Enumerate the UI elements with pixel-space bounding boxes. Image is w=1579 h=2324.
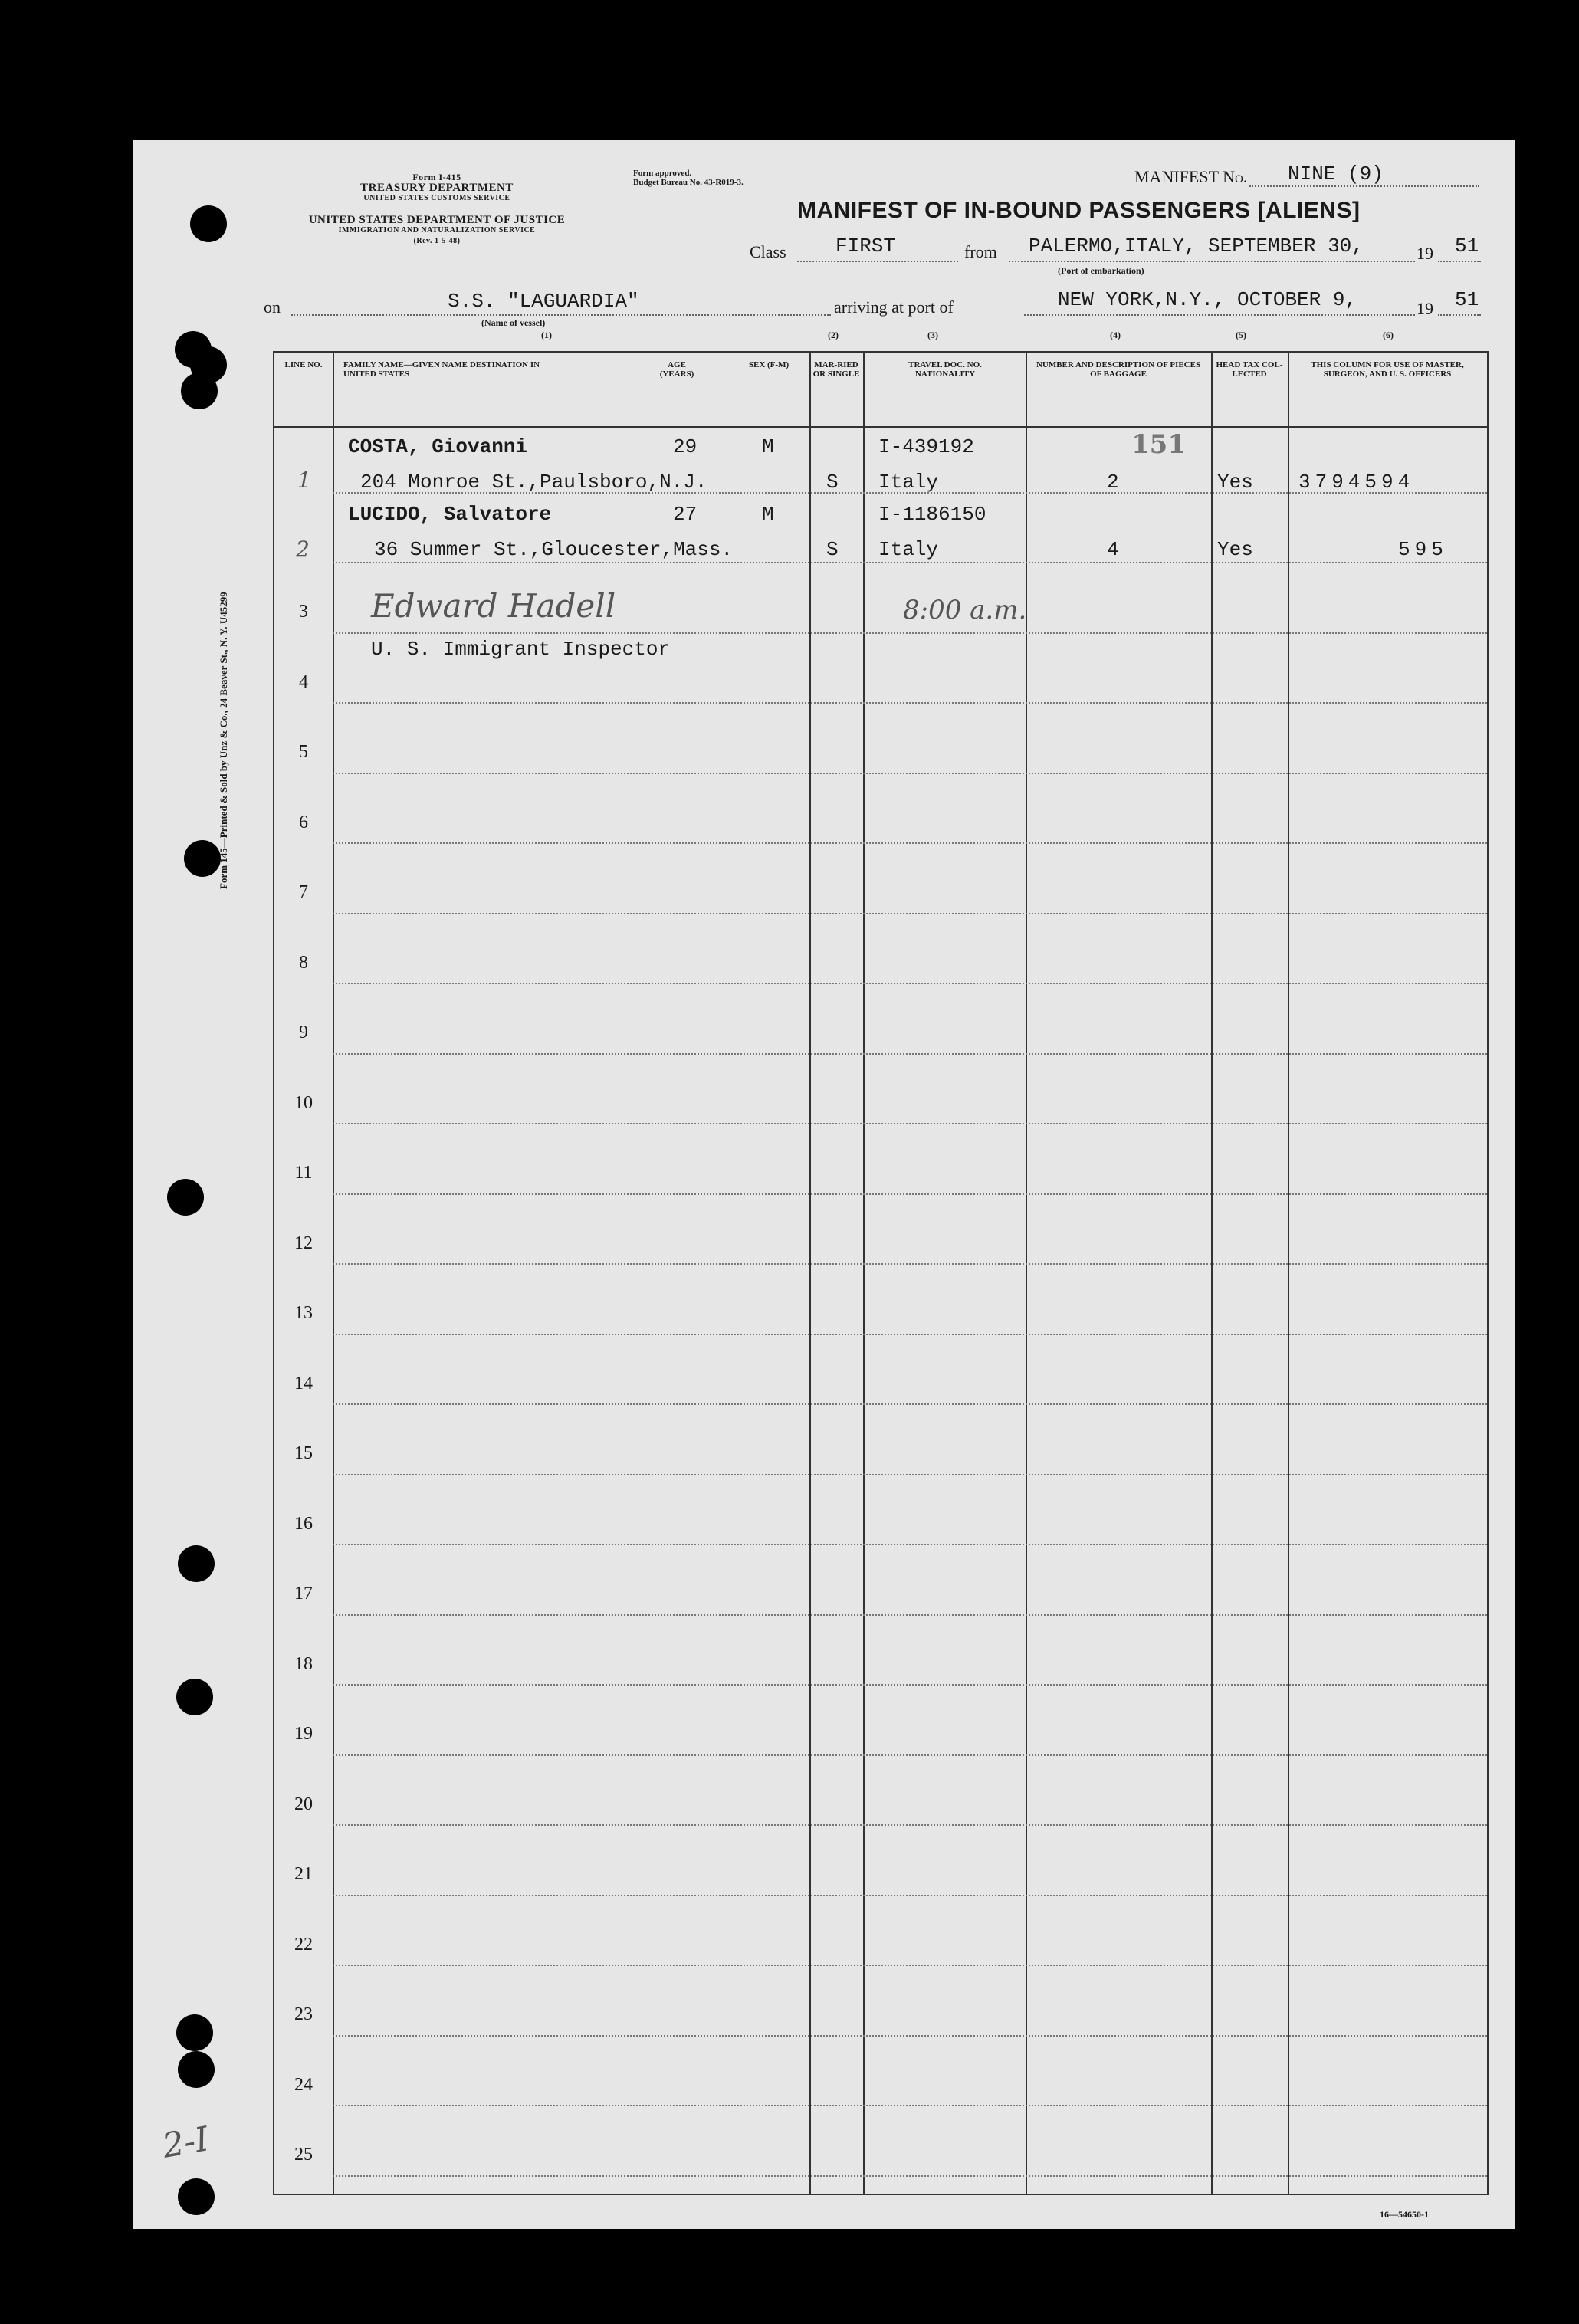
column-divider	[1211, 353, 1213, 2194]
col-number: (2)	[828, 330, 839, 340]
inspector-title: U. S. Immigrant Inspector	[371, 638, 671, 661]
line-number: 7	[299, 882, 308, 902]
line-number: 10	[294, 1092, 313, 1113]
head-tax: Yes	[1217, 538, 1253, 561]
year-prefix: 19	[1417, 299, 1433, 318]
manifest-label: MANIFEST No.	[1134, 167, 1248, 186]
line-number: 20	[294, 1794, 313, 1814]
passenger-age: 29	[673, 435, 698, 458]
marital-status: S	[826, 538, 839, 561]
nationality: Italy	[878, 538, 939, 561]
line-number: 14	[294, 1373, 313, 1393]
row-rule	[333, 1193, 1487, 1195]
row-rule	[333, 2035, 1487, 2037]
baggage-count: 2	[1107, 471, 1119, 494]
line-number: 17	[294, 1584, 313, 1603]
class-label: Class	[750, 242, 786, 261]
col-header-officers: THIS COLUMN FOR USE OF MASTER, SURGEON, AND U. S. OFFICERS	[1311, 360, 1464, 379]
vessel-line	[291, 314, 831, 316]
line-number: 4	[299, 671, 308, 692]
arrival-line	[1024, 314, 1415, 316]
line-number: 8	[299, 952, 308, 973]
line-number: 24	[294, 2074, 313, 2095]
col-number: (4)	[1110, 330, 1121, 340]
year-line	[1438, 314, 1481, 316]
line-mark: 1	[297, 468, 311, 493]
line-number: 19	[294, 1724, 313, 1744]
col-header-age: AGE (YEARS)	[659, 360, 694, 379]
from-label: from	[964, 242, 997, 261]
row-rule	[333, 1474, 1487, 1475]
stamp-number: 151	[1131, 429, 1186, 460]
line-number: 3	[299, 602, 308, 622]
baggage-count: 4	[1107, 538, 1119, 561]
row-rule	[333, 983, 1487, 984]
line-number: 12	[294, 1233, 313, 1253]
head-tax: Yes	[1217, 471, 1253, 494]
passenger-sex: M	[762, 435, 774, 458]
printer-imprint: Form 145—Printed & Sold by Unz & Co., 24 Beaver St., N. Y. U45299	[218, 592, 229, 889]
row-rule	[333, 913, 1487, 914]
line-number: 21	[294, 1864, 313, 1884]
year-value: 51	[1455, 235, 1479, 258]
binder-hole-icon	[190, 205, 227, 242]
class-value: FIRST	[835, 235, 896, 258]
passenger-name: COSTA, Giovanni	[348, 435, 528, 458]
officer-number: 595	[1398, 538, 1448, 561]
year-prefix: 19	[1417, 244, 1433, 263]
passenger-address: 204 Monroe St.,Paulsboro,N.J.	[360, 471, 707, 494]
line-mark: 2	[296, 537, 310, 562]
line-number: 25	[294, 2145, 313, 2165]
row-rule	[333, 1614, 1487, 1616]
binder-hole-icon	[184, 840, 221, 877]
footer-code: 16—54650-1	[1380, 2209, 1429, 2220]
row-rule	[333, 1754, 1487, 1756]
passenger-name: LUCIDO, Salvatore	[348, 503, 552, 526]
officer-number: 3794594	[1298, 471, 1415, 494]
line-number: 13	[294, 1303, 313, 1323]
binder-hole-icon	[167, 1179, 204, 1216]
marital-status: S	[826, 471, 839, 494]
manifest-line	[1249, 185, 1479, 187]
col-number: (6)	[1383, 330, 1394, 340]
col-header-baggage: NUMBER AND DESCRIPTION OF PIECES OF BAGGAGE	[1036, 360, 1201, 379]
vessel-name: S.S. "LAGUARDIA"	[448, 290, 639, 313]
column-divider	[809, 353, 811, 2194]
row-rule	[333, 562, 1487, 563]
binder-hole-icon	[178, 2178, 215, 2215]
row-rule	[333, 2175, 1487, 2177]
row-rule	[333, 1334, 1487, 1335]
embarkation-value: PALERMO,ITALY, SEPTEMBER 30,	[1029, 235, 1364, 258]
row-rule	[333, 1403, 1487, 1405]
line-number: 5	[299, 742, 308, 762]
binder-hole-icon	[178, 2051, 215, 2088]
line-number: 6	[299, 812, 308, 832]
row-rule	[333, 632, 1487, 634]
col-header-line: LINE NO.	[284, 360, 323, 369]
approval-note: Form approved. Budget Bureau No. 43-R019-3.	[633, 169, 744, 187]
passenger-address: 36 Summer St.,Gloucester,Mass.	[374, 538, 734, 561]
inspection-time: 8:00 a.m.	[903, 595, 1027, 625]
passenger-table	[273, 351, 1489, 2195]
form-number: Form I-415 TREASURY DEPARTMENT UNITED STATES CUSTOMS SERVICE	[360, 172, 514, 202]
arrival-value: NEW YORK,N.Y., OCTOBER 9,	[1058, 288, 1357, 311]
vessel-caption: (Name of vessel)	[481, 317, 546, 328]
line-number: 15	[294, 1443, 313, 1463]
col-header-travel-doc: TRAVEL DOC. NO. NATIONALITY	[908, 360, 982, 379]
nationality: Italy	[878, 471, 939, 494]
column-divider	[1288, 353, 1289, 2194]
line-number: 22	[294, 1934, 313, 1955]
row-rule	[333, 1053, 1487, 1055]
travel-doc-number: I-439192	[878, 435, 974, 458]
year-line	[1438, 261, 1481, 262]
inspector-signature: Edward Hadell	[371, 587, 616, 625]
binder-hole-icon	[181, 373, 218, 409]
line-number: 18	[294, 1653, 313, 1674]
page-title: MANIFEST OF IN-BOUND PASSENGERS [ALIENS]	[797, 198, 1361, 223]
row-rule	[333, 1895, 1487, 1896]
binder-hole-icon	[176, 1679, 213, 1715]
col-header-married: MAR-RIED OR SINGLE	[812, 360, 860, 379]
row-rule	[333, 2105, 1487, 2106]
col-header-name: FAMILY NAME—GIVEN NAME DESTINATION IN UNITED STATES	[343, 360, 540, 379]
line-number: 23	[294, 2004, 313, 2024]
passenger-age: 27	[673, 503, 698, 526]
row-rule	[333, 1123, 1487, 1124]
year-value: 51	[1455, 288, 1479, 311]
col-header-head-tax: HEAD TAX COL-LECTED	[1216, 360, 1283, 379]
col-number: (3)	[927, 330, 938, 340]
line-number: 9	[299, 1022, 308, 1042]
column-divider	[333, 353, 334, 2194]
column-divider	[1026, 353, 1027, 2194]
binder-hole-icon	[176, 2014, 213, 2051]
col-number: (5)	[1236, 330, 1246, 340]
port-embarkation-caption: (Port of embarkation)	[1058, 265, 1144, 276]
class-line	[797, 261, 958, 262]
row-rule	[333, 1544, 1487, 1545]
row-rule	[333, 1965, 1487, 1966]
row-rule	[333, 842, 1487, 844]
manifest-number: NINE (9)	[1288, 162, 1384, 185]
from-line	[1009, 261, 1415, 262]
line-number: 16	[294, 1513, 313, 1534]
binder-hole-icon	[178, 1545, 215, 1582]
on-label: on	[264, 297, 281, 317]
row-rule	[333, 773, 1487, 774]
row-rule	[333, 1684, 1487, 1686]
margin-note: 2-I	[159, 2119, 212, 2166]
column-divider	[863, 353, 865, 2194]
vessel-col-number: (1)	[541, 330, 552, 340]
col-header-sex: SEX (F-M)	[748, 360, 790, 369]
row-rule	[333, 1824, 1487, 1826]
line-number: 11	[294, 1163, 313, 1183]
travel-doc-number: I-1186150	[878, 503, 986, 526]
passenger-sex: M	[762, 503, 774, 526]
header-rule	[274, 426, 1487, 428]
arriving-label: arriving at port of	[834, 297, 954, 317]
row-rule	[333, 1263, 1487, 1265]
department-block: UNITED STATES DEPARTMENT OF JUSTICE IMMIGRATION AND NATURALIZATION SERVICE (Rev. 1-5-48)	[308, 214, 566, 245]
row-rule	[333, 702, 1487, 704]
